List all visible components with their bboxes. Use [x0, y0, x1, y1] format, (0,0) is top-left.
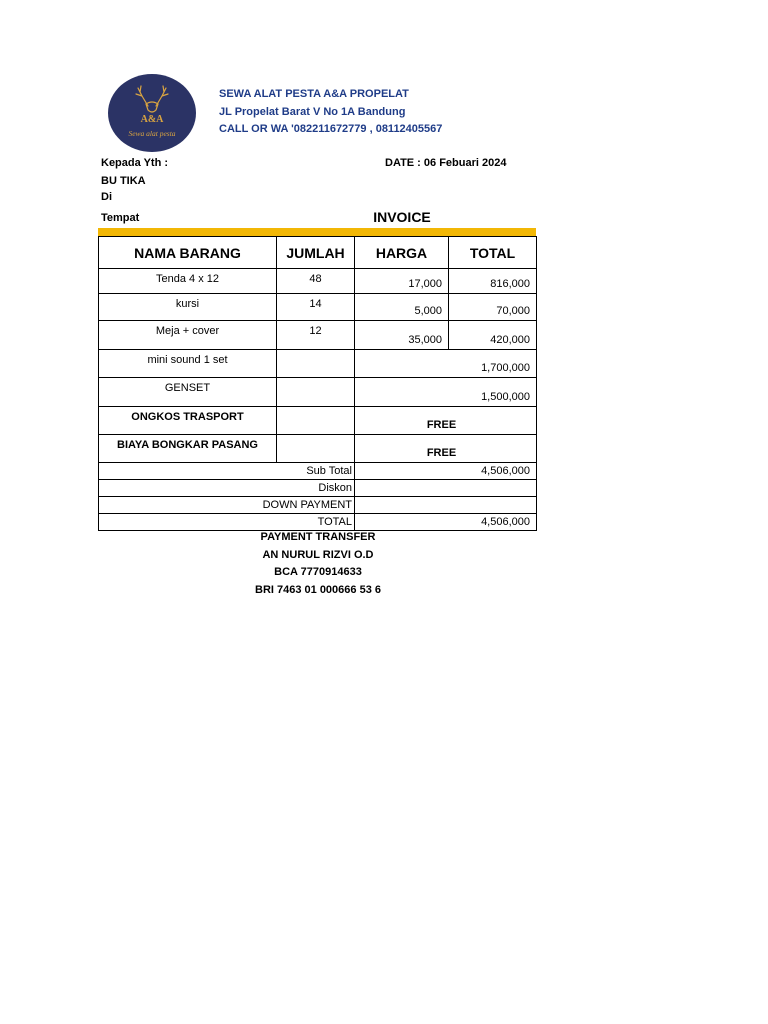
- summary-value: 4,506,000: [355, 514, 537, 531]
- summary-row: [99, 463, 537, 480]
- table-row: [99, 350, 537, 378]
- summary-row: [99, 514, 537, 531]
- item-price: 17,000: [355, 269, 449, 294]
- invoice-table: [98, 236, 537, 531]
- header-total: TOTAL: [449, 237, 537, 269]
- table-row: [99, 321, 537, 350]
- item-total: 816,000: [449, 269, 537, 294]
- payment-account-name: AN NURUL RIZVI O.D: [262, 548, 374, 561]
- summary-label: DOWN PAYMENT: [99, 497, 355, 514]
- summary-label: Diskon: [99, 480, 355, 497]
- accent-bar: [98, 228, 536, 236]
- recipient-di: Di: [101, 191, 112, 203]
- item-name: kursi: [99, 294, 277, 321]
- item-total: 1,700,000: [355, 350, 537, 378]
- item-qty: [277, 435, 355, 463]
- company-phone: CALL OR WA '082211672779 , 08112405567: [219, 123, 443, 135]
- header-jumlah: JUMLAH: [277, 237, 355, 269]
- summary-row: [99, 480, 537, 497]
- table-row: [99, 407, 537, 435]
- payment-info: [200, 529, 436, 599]
- company-name: SEWA ALAT PESTA A&A PROPELAT: [219, 88, 409, 100]
- payment-bca: BCA 7770914633: [274, 566, 362, 578]
- header-nama-barang: NAMA BARANG: [99, 237, 277, 269]
- summary-value: [355, 480, 537, 497]
- logo-name: A&A: [140, 114, 164, 125]
- item-value-free: FREE: [355, 435, 537, 463]
- table-header-row: [99, 237, 537, 269]
- company-address: JL Propelat Barat V No 1A Bandung: [219, 106, 406, 118]
- item-qty: 14: [277, 294, 355, 321]
- item-total: 70,000: [449, 294, 537, 321]
- item-price: 5,000: [355, 294, 449, 321]
- table-row: [99, 378, 537, 407]
- recipient-label: Kepada Yth :: [101, 157, 169, 169]
- item-qty: [277, 407, 355, 435]
- item-name: Tenda 4 x 12: [99, 269, 277, 294]
- item-price: 35,000: [355, 321, 449, 350]
- table-row: [99, 269, 537, 294]
- table-row: [99, 435, 537, 463]
- item-name: BIAYA BONGKAR PASANG: [99, 435, 277, 463]
- summary-label: Sub Total: [99, 463, 355, 480]
- item-name: GENSET: [99, 378, 277, 407]
- summary-row: [99, 497, 537, 514]
- item-name: mini sound 1 set: [99, 350, 277, 378]
- invoice-title: INVOICE: [373, 209, 431, 225]
- logo-tagline: Sewa alat pesta: [128, 129, 176, 138]
- table-row: [99, 294, 537, 321]
- item-qty: 48: [277, 269, 355, 294]
- item-total: 420,000: [449, 321, 537, 350]
- summary-label: TOTAL: [99, 514, 355, 531]
- recipient-place: Tempat: [101, 212, 140, 224]
- item-qty: 12: [277, 321, 355, 350]
- payment-method: PAYMENT TRANSFER: [260, 531, 376, 543]
- item-qty: [277, 378, 355, 407]
- item-total: 1,500,000: [355, 378, 537, 407]
- header-harga: HARGA: [355, 237, 449, 269]
- item-name: Meja + cover: [99, 321, 277, 350]
- company-logo: [108, 74, 196, 152]
- payment-bri: BRI 7463 01 000666 53 6: [255, 583, 381, 596]
- item-qty: [277, 350, 355, 378]
- invoice-date: DATE : 06 Febuari 2024: [385, 157, 507, 169]
- deer-antlers-icon: [136, 86, 168, 112]
- item-value-free: FREE: [355, 407, 537, 435]
- item-name: ONGKOS TRASPORT: [99, 407, 277, 435]
- summary-value: [355, 497, 537, 514]
- summary-value: 4,506,000: [355, 463, 537, 480]
- recipient-name: BU TIKA: [101, 175, 146, 187]
